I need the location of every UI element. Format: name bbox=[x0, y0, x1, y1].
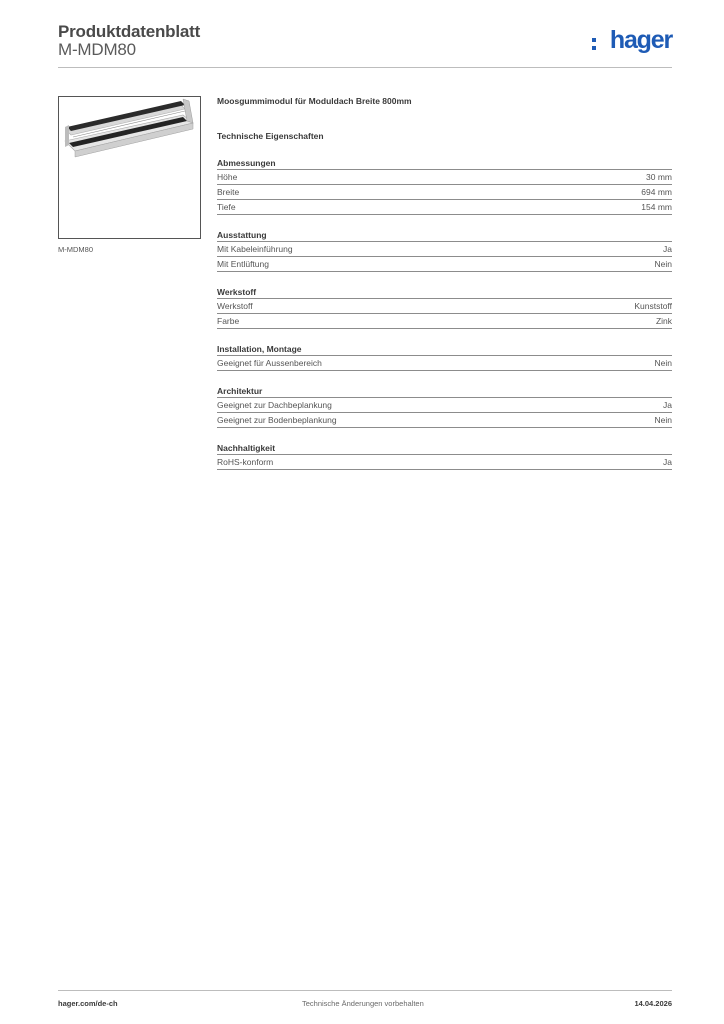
section-title: Abmessungen bbox=[217, 158, 672, 170]
spec-row bbox=[217, 242, 672, 257]
spec-row bbox=[217, 185, 672, 200]
spec-label: Geeignet zur Dachbeplankung bbox=[217, 400, 332, 410]
footer-date: 14.04.2026 bbox=[634, 999, 672, 1008]
spec-section bbox=[217, 386, 672, 428]
section-title: Nachhaltigkeit bbox=[217, 443, 672, 455]
section-title: Ausstattung bbox=[217, 230, 672, 242]
page-title: Produktdatenblatt bbox=[58, 22, 201, 41]
spec-row bbox=[217, 170, 672, 185]
spec-label: Mit Entlüftung bbox=[217, 259, 269, 269]
spec-section bbox=[217, 158, 672, 215]
section-title: Installation, Montage bbox=[217, 344, 672, 356]
spec-value: Nein bbox=[654, 358, 672, 368]
spec-label: RoHS-konform bbox=[217, 457, 274, 467]
spec-label: Mit Kabeleinführung bbox=[217, 244, 293, 254]
spec-label: Werkstoff bbox=[217, 301, 253, 311]
spec-label: Farbe bbox=[217, 316, 240, 326]
spec-row bbox=[217, 299, 672, 314]
logo-text: hager bbox=[609, 26, 672, 54]
spec-section bbox=[217, 344, 672, 371]
spec-content bbox=[217, 96, 672, 470]
spec-row bbox=[217, 413, 672, 428]
spec-row bbox=[217, 455, 672, 470]
page-header bbox=[58, 22, 672, 68]
spec-value: 694 mm bbox=[641, 187, 672, 197]
hager-logo bbox=[592, 28, 672, 56]
product-code: M-MDM80 bbox=[58, 40, 136, 59]
spec-value: Nein bbox=[654, 415, 672, 425]
spec-row bbox=[217, 200, 672, 215]
spec-row bbox=[217, 314, 672, 329]
section-title: Architektur bbox=[217, 386, 672, 398]
spec-value: Ja bbox=[663, 244, 672, 254]
spec-row bbox=[217, 356, 672, 371]
page-footer bbox=[58, 990, 672, 1014]
spec-section bbox=[217, 443, 672, 470]
product-name: Moosgummimodul für Moduldach Breite 800mm bbox=[217, 96, 412, 106]
tech-heading: Technische Eigenschaften bbox=[217, 131, 324, 141]
spec-value: 30 mm bbox=[646, 172, 672, 182]
spec-value: Nein bbox=[654, 259, 672, 269]
spec-label: Geeignet für Aussenbereich bbox=[217, 358, 322, 368]
image-caption: M-MDM80 bbox=[58, 245, 93, 254]
spec-value: 154 mm bbox=[641, 202, 672, 212]
footer-website-link[interactable]: hager.com/de-ch bbox=[58, 999, 118, 1008]
spec-label: Höhe bbox=[217, 172, 238, 182]
spec-value: Zink bbox=[655, 316, 672, 326]
logo-colon-icon bbox=[592, 38, 596, 52]
product-image-illustration bbox=[59, 97, 200, 238]
footer-notice: Technische Änderungen vorbehalten bbox=[302, 999, 424, 1008]
spec-label: Geeignet zur Bodenbeplankung bbox=[217, 415, 337, 425]
spec-sections bbox=[217, 158, 672, 470]
spec-value: Ja bbox=[663, 400, 672, 410]
spec-label: Tiefe bbox=[217, 202, 236, 212]
spec-section bbox=[217, 287, 672, 329]
spec-row bbox=[217, 398, 672, 413]
spec-value: Kunststoff bbox=[634, 301, 672, 311]
spec-section bbox=[217, 230, 672, 272]
spec-label: Breite bbox=[217, 187, 240, 197]
spec-value: Ja bbox=[663, 457, 672, 467]
spec-row bbox=[217, 257, 672, 272]
product-image bbox=[58, 96, 201, 239]
section-title: Werkstoff bbox=[217, 287, 672, 299]
